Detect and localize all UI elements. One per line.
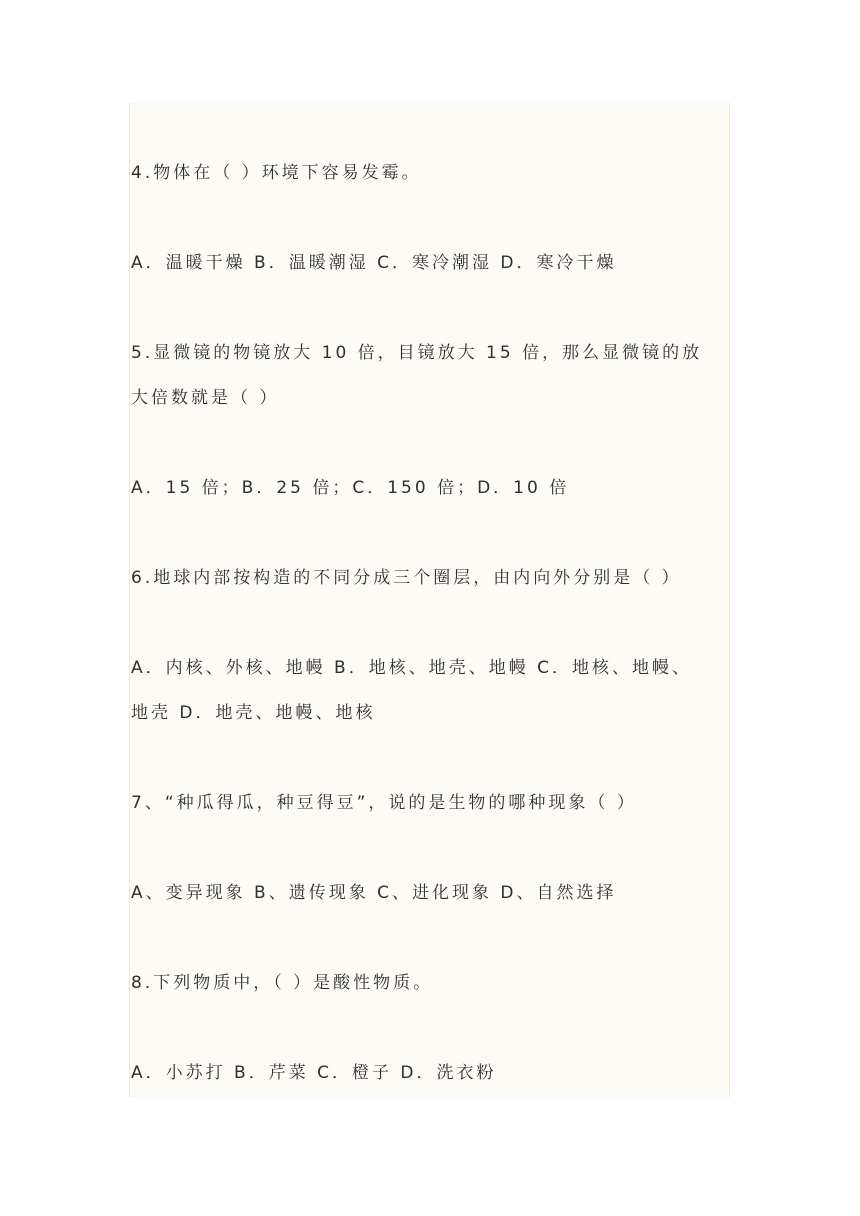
question-6-options-line-1: A．内核、外核、地幔 B．地核、地壳、地幔 C．地核、地幔、	[131, 658, 692, 678]
question-7-options: A、变异现象 B、遗传现象 C、进化现象 D、自然选择	[131, 883, 617, 903]
question-8-stem: 8.下列物质中，（ ）是酸性物质。	[131, 973, 434, 993]
question-5-stem-line-2: 大倍数就是（ ）	[131, 388, 280, 408]
question-5-options: A．15 倍；B．25 倍；C．150 倍；D．10 倍	[131, 478, 570, 498]
question-6-stem: 6.地球内部按构造的不同分成三个圈层，由内向外分别是（ ）	[131, 568, 682, 588]
question-4-options: A．温暖干燥 B．温暖潮湿 C．寒冷潮湿 D．寒冷干燥	[131, 253, 617, 273]
question-8-options: A．小苏打 B．芹菜 C．橙子 D．洗衣粉	[131, 1063, 497, 1083]
question-4-stem: 4.物体在（ ）环境下容易发霉。	[131, 163, 422, 183]
question-7-stem: 7、“种瓜得瓜，种豆得豆”，说的是生物的哪种现象（ ）	[131, 793, 637, 813]
question-6-options-line-2: 地壳 D．地壳、地幔、地核	[131, 703, 376, 723]
question-5-stem-line-1: 5.显微镜的物镜放大 10 倍，目镜放大 15 倍，那么显微镜的放	[131, 343, 703, 363]
